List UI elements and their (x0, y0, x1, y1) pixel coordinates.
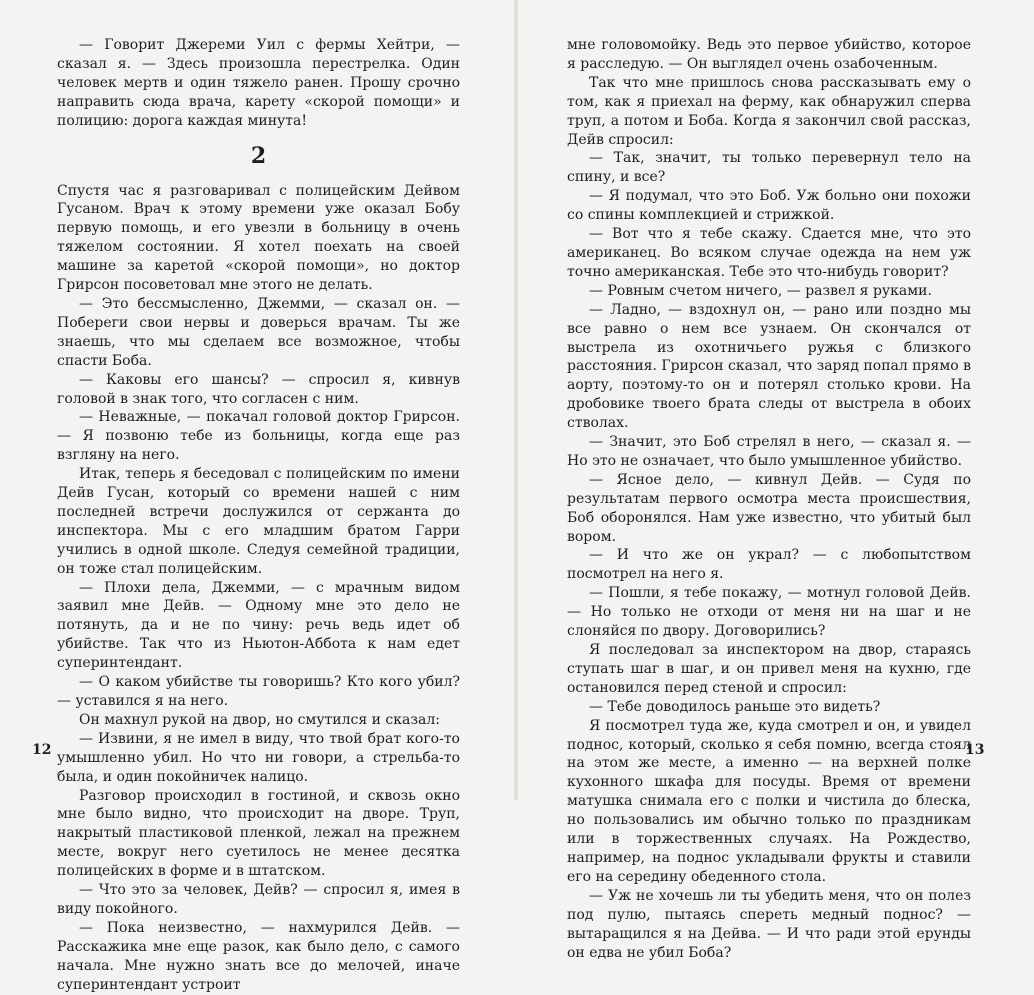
paragraph: Разговор происходил в гостиной, и сквозь окно мне было видно, что происходит на дворе. Труп, накрытый пластиковой пленкой, лежал на прежнем месте, вокруг него суетилось не менее десятка полицейских в форме и в штатском. (57, 787, 460, 880)
chapter-heading: 2 (250, 142, 267, 169)
page-number: 13 (965, 742, 985, 758)
page-number: 12 (32, 742, 52, 758)
paragraph: Спустя час я разговаривал с полицейским Дейвом Гусаном. Врач к этому времени уже оказал Бобу первую помощь, и его увезли в больницу в очень тяжелом состоянии. Я хотел поехать на своей машине за каретой «скорой помощи», но доктор Грирсон посоветовал мне этого не делать. (57, 182, 460, 294)
paragraph: Он махнул рукой на двор, но смутился и сказал: (79, 711, 440, 728)
paragraph: — Так, значит, ты только перевернул тело на спину, и все? (567, 150, 971, 186)
paragraph: — Ладно, — вздохнул он, — рано или поздно мы все равно о нем все узнаем. Он скончался от выстрела из охотничьего ружья с близкого расстояния. Грирсон сказал, что заряд попал прямо в аорту, поэтому-то он и потерял столько крови. На дробовике твоего брата следы от выстрела в обоих стволах. (567, 301, 971, 432)
left-page-text-column (57, 36, 460, 995)
paragraph: — Уж не хочешь ли ты убедить меня, что он полез под пулю, пытаясь спереть медный поднос? — вытаращился я на Дейва. — И что ради этой ерунды он едва не убил Боба? (567, 887, 971, 961)
paragraph: — Неважные, — покачал головой доктор Грирсон. — Я позвоню тебе из больницы, когда еще раз взгляну на него. (57, 409, 460, 464)
paragraph: — Каковы его шансы? — спросил я, кивнув головой в знак того, что согласен с ним. (57, 371, 460, 407)
paragraph: — Пока неизвестно, — нахмурился Дейв. — Расскажика мне еще разок, как было дело, с самого начала. Мне нужно знать все до мелочей, иначе суперинтендант устроит (57, 919, 460, 993)
paragraph: — Ясное дело, — кивнул Дейв. — Судя по результатам первого осмотра места происшествия, Боб оборонялся. Нам уже известно, что убитый был вором. (567, 471, 971, 545)
paragraph: — Значит, это Боб стрелял в него, — сказал я. — Но это не означает, что было умышленное убийство. (567, 434, 971, 469)
paragraph: — Ровным счетом ничего, — развел я руками. (589, 282, 932, 299)
paragraph: — Это бессмысленно, Джемми, — сказал он. — Побереги свои нервы и доверься врачам. Ты же знаешь, что мы сделаем все возможное, чтобы спасти Боба. (57, 295, 460, 369)
paragraph: — Говорит Джереми Уил с фермы Хейтри, — сказал я. — Здесь произошла перестрелка. Один человек мертв и один тяжело ранен. Прошу срочно направить сюда врача, карету «скорой помощи» и полицию: дорога каждая минута! (57, 37, 460, 129)
paragraph: — Плохи дела, Джемми, — с мрачным видом заявил мне Дейв. — Одному мне это дело не потянуть, да и не по чину: речь ведь идет об убийстве. Так что из Ньютон-Аббота к нам едет суперинтендант. (57, 579, 460, 672)
paragraph: — Я подумал, что это Боб. Уж больно они похожи со спины комплекцией и стрижкой. (567, 188, 971, 224)
paragraph: Я последовал за инспектором на двор, стараясь ступать шаг в шаг, и он привел меня на кухню, где остановился перед стеной и спросил: (567, 642, 971, 696)
right-page-text-column (567, 36, 971, 962)
paragraph: — Тебе доводилось раньше это видеть? (589, 698, 881, 715)
right-page (517, 0, 1034, 961)
left-page (0, 0, 517, 993)
paragraph: мне головомойку. Ведь это первое убийство, которое я расследую. — Он выглядел очень озабоченным. (567, 37, 971, 72)
paragraph: — Вот что я тебе скажу. Сдается мне, что это американец. Во всяком случае одежда на нем уж точно американская. Тебе это что-нибудь говорит? (567, 226, 971, 280)
paragraph: — Что это за человек, Дейв? — спросил я, имея в виду покойного. (57, 882, 460, 917)
paragraph: — О каком убийстве ты говоришь? Кто кого убил? — уставился я на него. (57, 674, 460, 709)
paragraph: Так что мне пришлось снова рассказывать ему о том, как я приехал на ферму, как обнаружил сперва труп, а потом и Боба. Когда я закончил свой рассказ, Дейв спросил: (567, 74, 971, 148)
paragraph: — Пошли, я тебе покажу, — мотнул головой Дейв. — Но только не отходи от меня ни на шаг и не слоняйся по двору. Договорились? (567, 585, 971, 640)
paragraph: Я посмотрел туда же, куда смотрел и он, и увидел поднос, который, сколько я себя помню, всегда стоял на этом же месте, а именно — на верхней полке кухонного шкафа для посуды. Время от времени матушка снимала его с полки и чистила до блеска, но пользовались им обычно только по праздникам или в торжественных случаях. На Рождество, например, на поднос укладывали фрукты и ставили его на середину обеденного стола. (567, 717, 971, 885)
paragraph: — Извини, я не имел в виду, что твой брат кого-то умышленно убил. Но что ни говори, а стрельба-то была, и один покойничек налицо. (57, 730, 460, 785)
paragraph: Итак, теперь я беседовал с полицейским по имени Дейв Гусан, который со времени нашей с ним последней встречи дослужился от сержанта до инспектора. Мы с его младшим братом Гарри учились в одной школе. Следуя семейной традиции, он тоже стал полицейским. (57, 466, 460, 577)
paragraph: — И что же он украл? — с любопытством посмотрел на него я. (567, 547, 971, 583)
